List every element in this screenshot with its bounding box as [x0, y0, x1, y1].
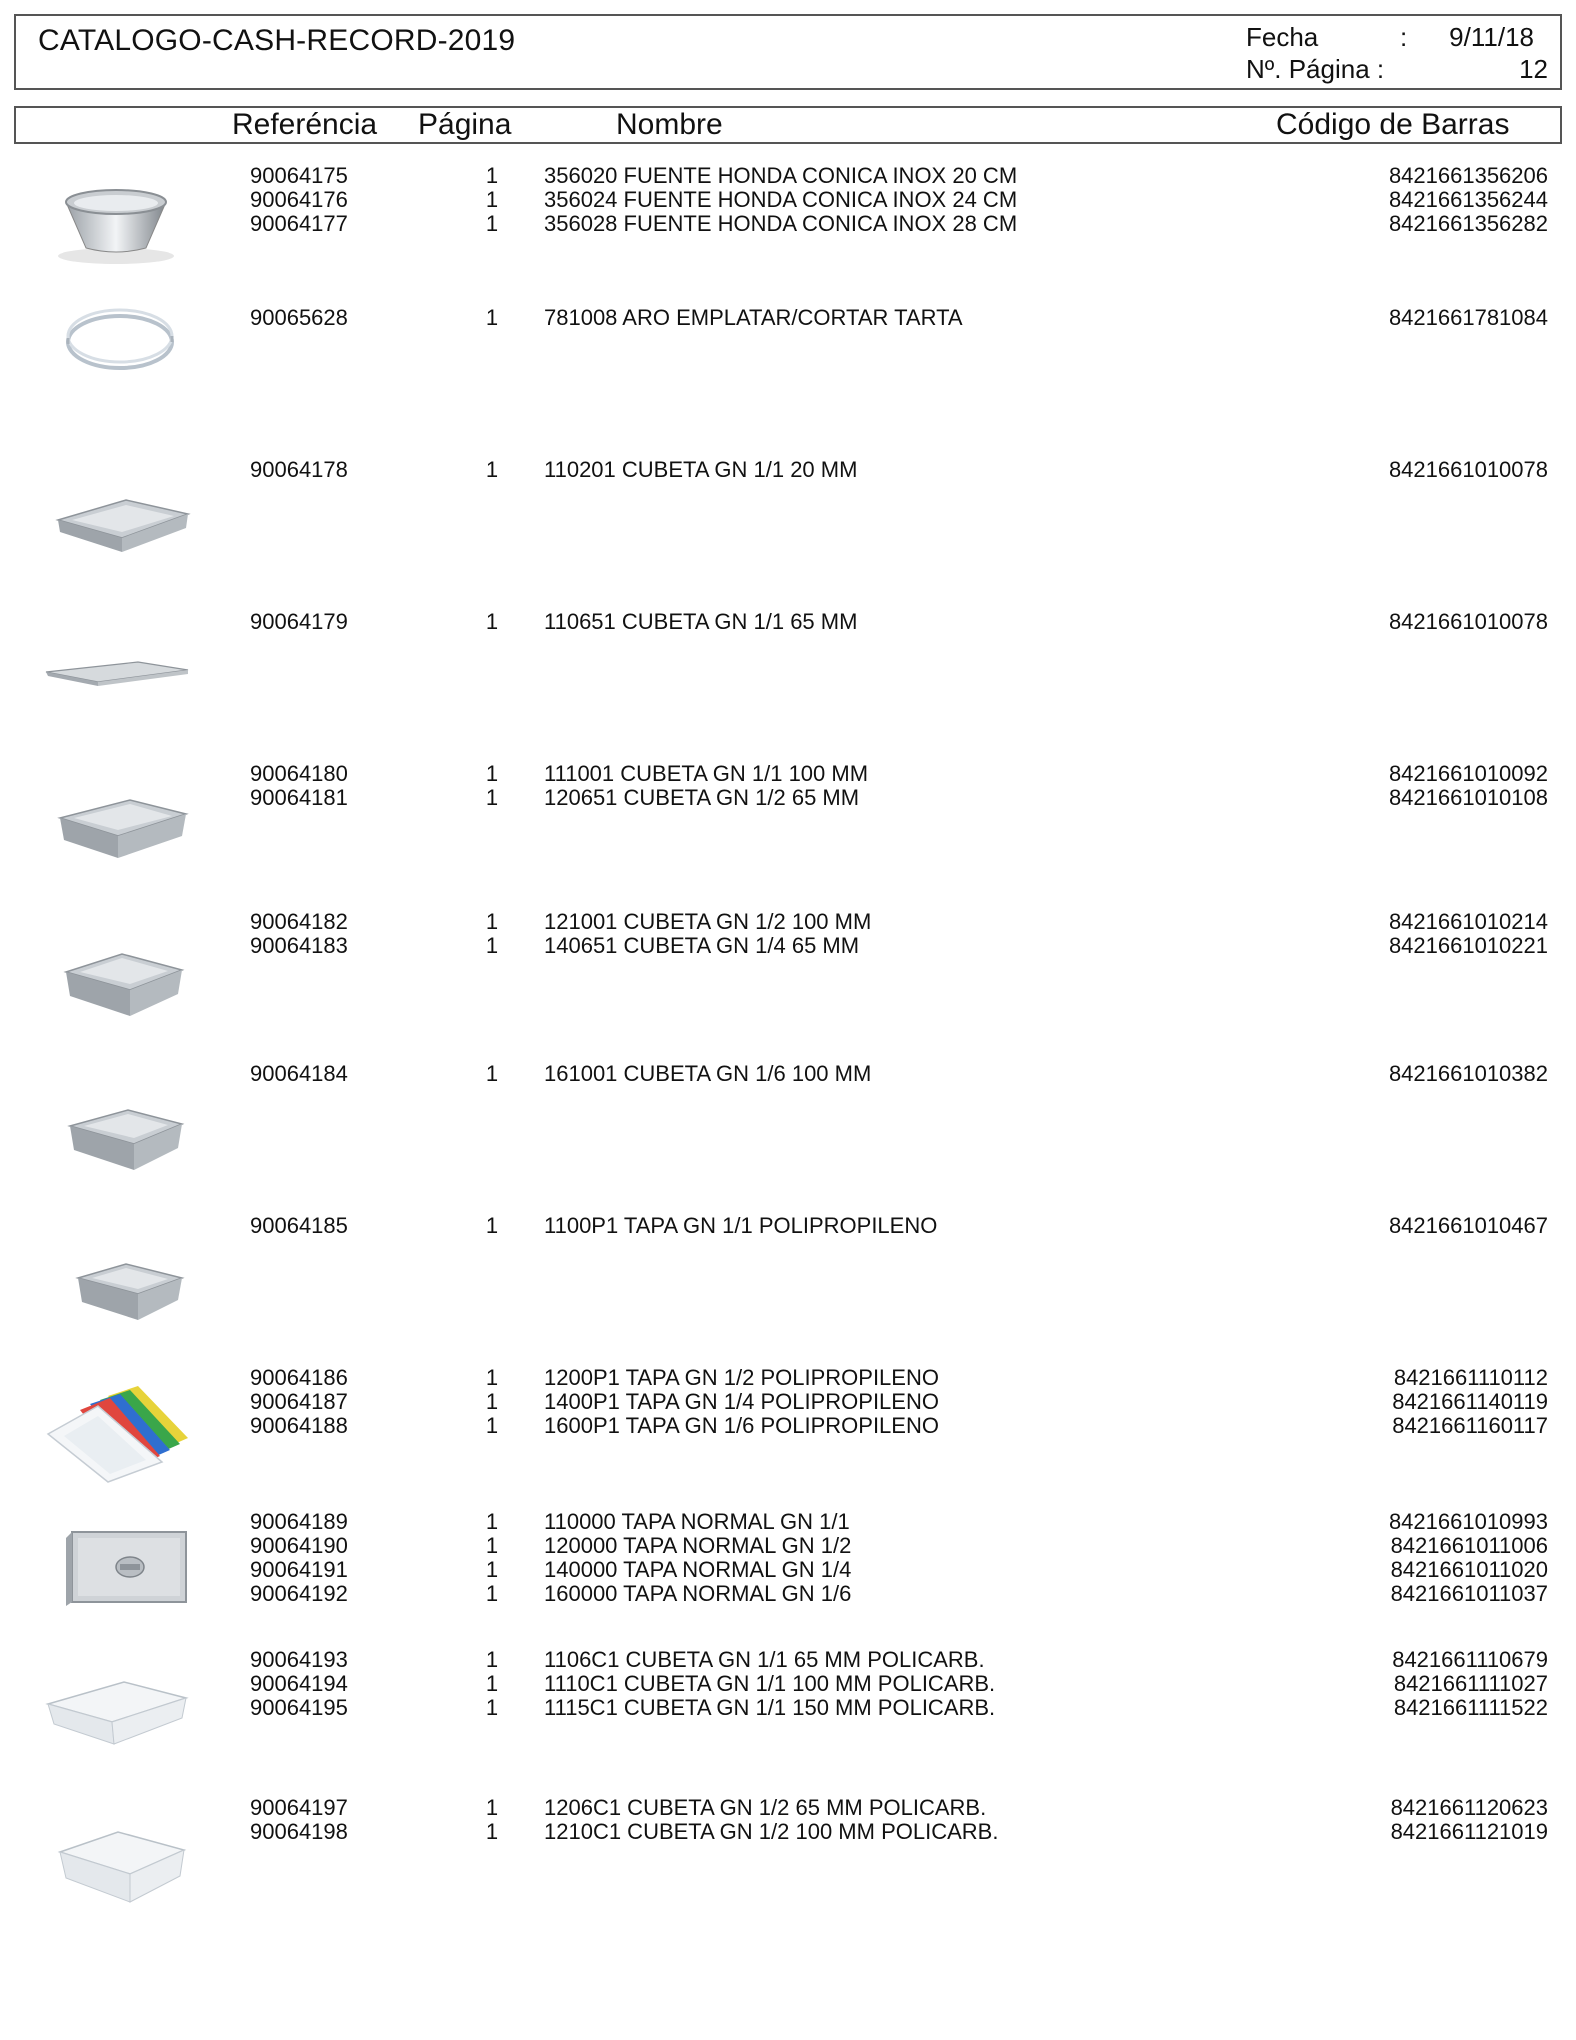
row-name: 1110C1 CUBETA GN 1/1 100 MM POLICARB. — [544, 1671, 996, 1696]
row-name: 140651 CUBETA GN 1/4 65 MM — [544, 933, 860, 958]
row-reference: 90064178 — [250, 457, 348, 482]
row-reference: 90064187 — [250, 1389, 348, 1414]
row-reference: 90064176 — [250, 187, 348, 212]
row-reference: 90064181 — [250, 785, 348, 810]
product-row — [0, 1366, 1576, 1390]
row-page: 1 — [485, 1509, 499, 1534]
row-page: 1 — [485, 1671, 499, 1696]
row-barcode: 8421661160117 — [1392, 1413, 1548, 1438]
flat-tray-icon — [38, 650, 194, 700]
row-page: 1 — [485, 1695, 499, 1720]
row-name: 161001 CUBETA GN 1/6 100 MM — [544, 1061, 872, 1086]
pagina-label: Nº. Página : — [1246, 54, 1385, 84]
row-barcode: 8421661010108 — [1388, 785, 1548, 810]
product-row — [0, 1672, 1576, 1696]
row-barcode: 8421661010078 — [1388, 457, 1548, 482]
row-reference: 90064192 — [250, 1581, 348, 1606]
row-barcode: 8421661356206 — [1388, 163, 1548, 188]
row-barcode: 8421661010214 — [1388, 909, 1548, 934]
col-nombre: Nombre — [616, 108, 723, 141]
row-barcode: 8421661010092 — [1388, 761, 1548, 786]
row-page: 1 — [485, 609, 499, 634]
row-reference: 90064197 — [250, 1795, 348, 1820]
row-barcode: 8421661110112 — [1393, 1365, 1548, 1390]
row-page: 1 — [485, 1213, 499, 1238]
row-page: 1 — [485, 1795, 499, 1820]
row-page: 1 — [485, 1581, 499, 1606]
row-barcode: 8421661110679 — [1392, 1647, 1548, 1672]
row-reference: 90064193 — [250, 1647, 348, 1672]
row-barcode: 8421661010467 — [1388, 1213, 1548, 1238]
product-row — [0, 1062, 1576, 1086]
product-row — [0, 306, 1576, 330]
row-page: 1 — [485, 1533, 499, 1558]
row-name: 356028 FUENTE HONDA CONICA INOX 28 CM — [544, 211, 1018, 236]
product-row — [0, 1414, 1576, 1438]
row-barcode: 8421661140119 — [1392, 1389, 1548, 1414]
row-page: 1 — [485, 933, 499, 958]
gn-pan-sixth-icon — [38, 1234, 194, 1334]
row-reference: 90064175 — [250, 163, 348, 188]
row-reference: 90065628 — [250, 305, 348, 330]
row-name: 1100P1 TAPA GN 1/1 POLIPROPILENO — [544, 1213, 938, 1238]
product-row — [0, 1796, 1576, 1820]
product-row — [0, 1696, 1576, 1720]
row-page: 1 — [485, 211, 499, 236]
fecha-colon: : — [1400, 22, 1408, 52]
fecha-value: 9/11/18 — [1449, 22, 1534, 52]
row-name: 781008 ARO EMPLATAR/CORTAR TARTA — [544, 305, 963, 330]
row-barcode: 8421661010221 — [1388, 933, 1548, 958]
row-barcode: 8421661011037 — [1390, 1581, 1548, 1606]
row-name: 1206C1 CUBETA GN 1/2 65 MM POLICARB. — [544, 1795, 987, 1820]
row-reference: 90064195 — [250, 1695, 348, 1720]
row-page: 1 — [485, 1389, 499, 1414]
fecha-label: Fecha — [1246, 22, 1319, 52]
row-barcode: 8421661356244 — [1388, 187, 1548, 212]
row-barcode: 8421661356282 — [1388, 211, 1548, 236]
product-row — [0, 934, 1576, 958]
row-name: 1106C1 CUBETA GN 1/1 65 MM POLICARB. — [544, 1647, 985, 1672]
product-row — [0, 164, 1576, 188]
pagina-value: 12 — [1519, 54, 1548, 84]
col-pagina: Página — [418, 108, 512, 141]
document-title: CATALOGO-CASH-RECORD-2019 — [38, 24, 516, 57]
row-page: 1 — [485, 1061, 499, 1086]
row-reference: 90064190 — [250, 1533, 348, 1558]
row-name: 110201 CUBETA GN 1/1 20 MM — [544, 457, 858, 482]
row-reference: 90064194 — [250, 1671, 348, 1696]
row-page: 1 — [485, 909, 499, 934]
row-page: 1 — [485, 1365, 499, 1390]
product-row — [0, 188, 1576, 212]
row-page: 1 — [485, 785, 499, 810]
product-row — [0, 610, 1576, 634]
product-row — [0, 1582, 1576, 1606]
product-row — [0, 458, 1576, 482]
product-row — [0, 1648, 1576, 1672]
row-page: 1 — [485, 305, 499, 330]
product-row — [0, 1214, 1576, 1238]
product-row — [0, 1510, 1576, 1534]
row-name: 1400P1 TAPA GN 1/4 POLIPROPILENO — [544, 1389, 939, 1414]
row-name: 140000 TAPA NORMAL GN 1/4 — [544, 1557, 852, 1582]
row-name: 1200P1 TAPA GN 1/2 POLIPROPILENO — [544, 1365, 939, 1390]
row-name: 160000 TAPA NORMAL GN 1/6 — [544, 1581, 852, 1606]
col-referencia: Referéncia — [232, 108, 378, 141]
row-reference: 90064180 — [250, 761, 348, 786]
row-barcode: 8421661010078 — [1388, 609, 1548, 634]
row-name: 1600P1 TAPA GN 1/6 POLIPROPILENO — [544, 1413, 939, 1438]
row-barcode: 8421661111027 — [1393, 1671, 1548, 1696]
row-barcode: 8421661781084 — [1388, 305, 1548, 330]
row-barcode: 8421661010382 — [1388, 1061, 1548, 1086]
row-name: 121001 CUBETA GN 1/2 100 MM — [544, 909, 872, 934]
row-page: 1 — [485, 1819, 499, 1844]
row-reference: 90064177 — [250, 211, 348, 236]
row-name: 120000 TAPA NORMAL GN 1/2 — [544, 1533, 852, 1558]
row-page: 1 — [485, 187, 499, 212]
product-row — [0, 1558, 1576, 1582]
row-reference: 90064184 — [250, 1061, 348, 1086]
column-header-bar — [14, 106, 1562, 144]
row-name: 356024 FUENTE HONDA CONICA INOX 24 CM — [544, 187, 1018, 212]
document-header — [14, 14, 1562, 90]
product-row — [0, 910, 1576, 934]
gn-pan-icon — [38, 476, 194, 566]
row-reference: 90064182 — [250, 909, 348, 934]
row-name: 110000 TAPA NORMAL GN 1/1 — [544, 1509, 850, 1534]
row-name: 1210C1 CUBETA GN 1/2 100 MM POLICARB. — [544, 1819, 999, 1844]
row-page: 1 — [485, 457, 499, 482]
row-reference: 90064185 — [250, 1213, 348, 1238]
product-row — [0, 786, 1576, 810]
row-page: 1 — [485, 1557, 499, 1582]
product-row — [0, 762, 1576, 786]
row-page: 1 — [485, 1647, 499, 1672]
row-reference: 90064186 — [250, 1365, 348, 1390]
row-name: 120651 CUBETA GN 1/2 65 MM — [544, 785, 860, 810]
row-name: 1115C1 CUBETA GN 1/1 150 MM POLICARB. — [544, 1695, 996, 1720]
row-name: 111001 CUBETA GN 1/1 100 MM — [544, 761, 869, 786]
product-row — [0, 212, 1576, 236]
row-reference: 90064183 — [250, 933, 348, 958]
row-barcode: 8421661011006 — [1390, 1533, 1548, 1558]
row-barcode: 8421661111522 — [1393, 1695, 1548, 1720]
row-barcode: 8421661010993 — [1388, 1509, 1548, 1534]
row-barcode: 8421661121019 — [1390, 1819, 1548, 1844]
row-page: 1 — [485, 1413, 499, 1438]
row-reference: 90064198 — [250, 1819, 348, 1844]
row-reference: 90064188 — [250, 1413, 348, 1438]
row-reference: 90064189 — [250, 1509, 348, 1534]
row-reference: 90064179 — [250, 609, 348, 634]
product-row — [0, 1390, 1576, 1414]
row-barcode: 8421661011020 — [1390, 1557, 1548, 1582]
row-barcode: 8421661120623 — [1390, 1795, 1548, 1820]
row-page: 1 — [485, 163, 499, 188]
row-reference: 90064191 — [250, 1557, 348, 1582]
col-codigo-barras: Código de Barras — [1276, 108, 1510, 141]
product-row — [0, 1820, 1576, 1844]
gn-pan-quarter-icon — [38, 1082, 194, 1182]
product-row — [0, 1534, 1576, 1558]
row-name: 356020 FUENTE HONDA CONICA INOX 20 CM — [544, 163, 1018, 188]
row-name: 110651 CUBETA GN 1/1 65 MM — [544, 609, 858, 634]
row-page: 1 — [485, 761, 499, 786]
